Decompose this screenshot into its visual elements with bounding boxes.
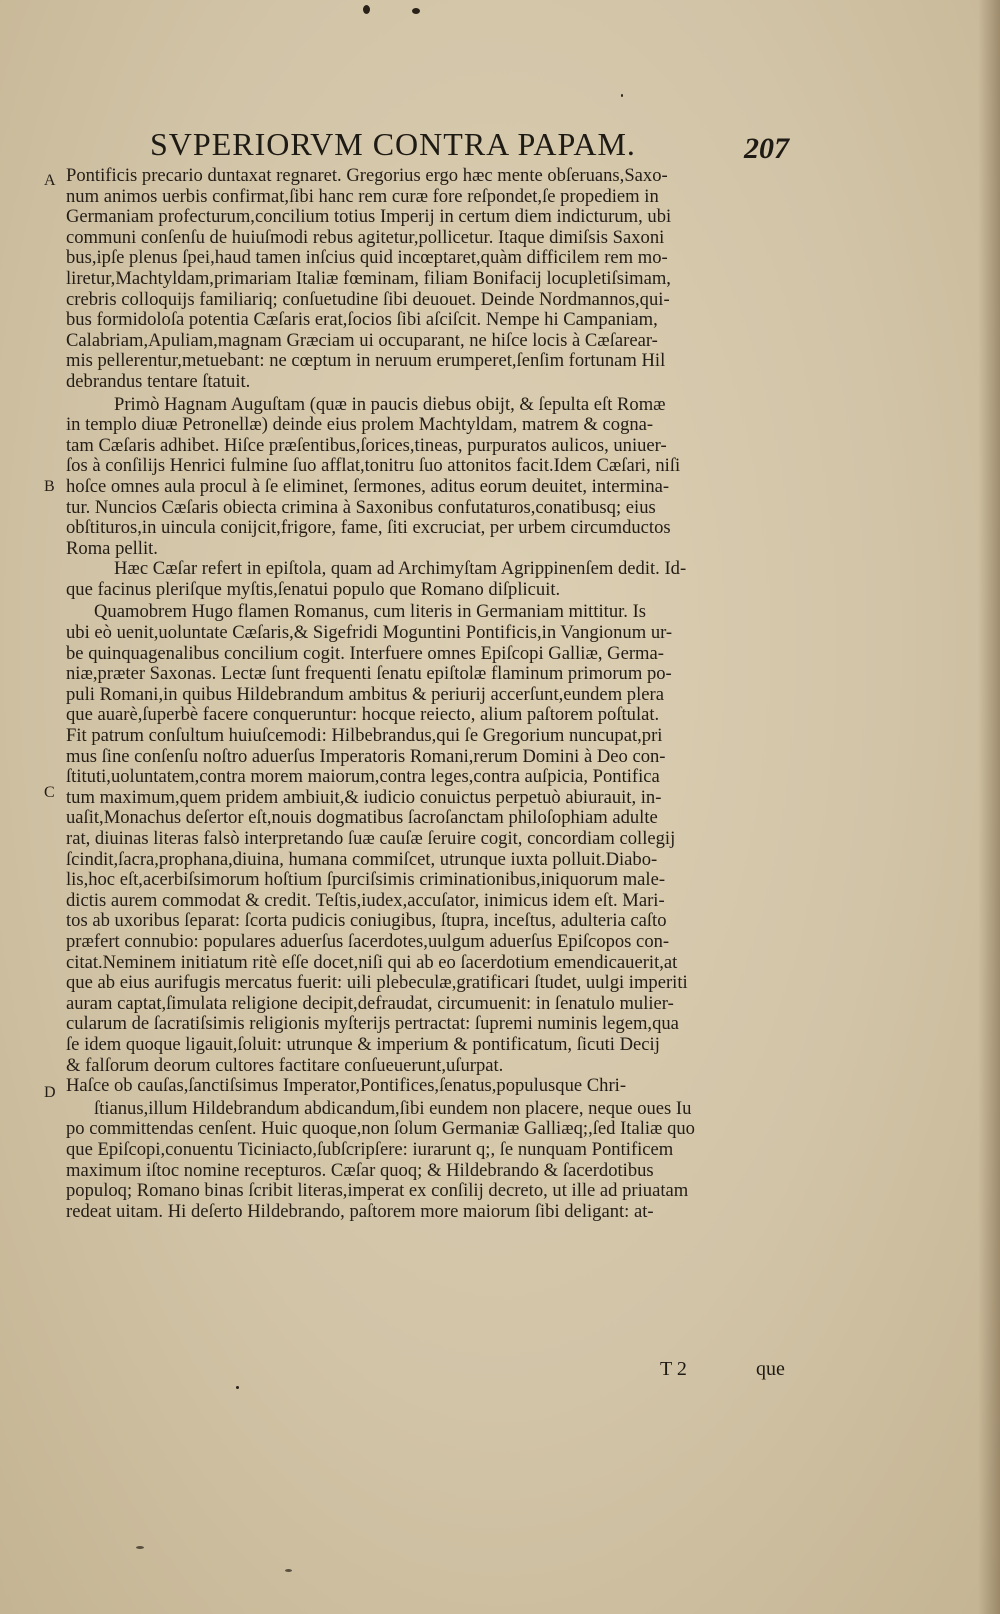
ink-speck bbox=[285, 1569, 292, 1572]
text-line: in templo diuæ Petronellæ) deinde eius prolem Machtyldam, matrem & cogna- bbox=[66, 415, 654, 436]
text-line: Pontificis precario duntaxat regnaret. Gregorius ergo hæc mente obſeruans,Saxo- bbox=[66, 166, 668, 186]
text-line: Fit patrum conſultum huiuſcemodi: Hilbebrandus,qui ſe Gregorium nuncupat,pri bbox=[66, 726, 663, 747]
text-line: ſe idem quoque ligauit,ſoluit: utrunque & imperium & pontificatum, ſicuti Decij bbox=[66, 1034, 660, 1055]
text-line: liretur,Machtyldam,primariam Italiæ fœminam, filiam Bonifacij locupletiſsimam, bbox=[66, 268, 671, 289]
ink-speck bbox=[363, 5, 370, 14]
text-line: Calabriam,Apuliam,magnam Græciam ui occuparant, ne hiſce locis à Cæſarear- bbox=[66, 330, 658, 351]
text-line: dictis aurem commodat & credit. Teſtis,iudex,accuſator, inimicus idem eſt. Mari- bbox=[66, 890, 665, 911]
text-line: maximum iſtoc nomine recepturos. Cæſar quoq; & Hildebrando & ſacerdotibus bbox=[66, 1160, 654, 1181]
text-line: bus formidoloſa potentia Cæſaris erat,ſocios ſibi aſciſcit. Nempe hi Campaniam, bbox=[66, 310, 658, 331]
text-line: ſtituti,uoluntatem,contra morem maiorum,contra leges,contra auſpicia, Pontifica bbox=[66, 767, 660, 788]
text-line: mus ſine conſenſu noſtro aduerſus Imperatoris Romani,rerum Domini à Deo con- bbox=[66, 746, 666, 767]
text-line: & falſorum deorum cultores factitare conſueuerunt,uſurpat. bbox=[66, 1055, 504, 1076]
text-line: que facinus pleriſque myſtis,ſenatui populo que Romano diſplicuit. bbox=[66, 579, 561, 600]
text-line: rat, diuinas literas falsò interpretando ſuæ cauſæ ſeruire cogit, concordiam collegij bbox=[66, 829, 676, 849]
text-line: Germaniam profecturum,concilium totius Imperij in certum diem indicturum, ubi bbox=[66, 207, 672, 228]
catchword: que bbox=[756, 1358, 785, 1380]
page-edge-shadow bbox=[978, 0, 1000, 1614]
text-line: bus,ipſe plenus ſpei,haud tamen inſcius quid incœptaret,quàm difficilem rem mo- bbox=[66, 248, 668, 269]
text-line: Roma pellit. bbox=[66, 538, 158, 559]
text-line: tos ab uxoribus ſeparat: ſcorta pudicis coniugibus, ſtupra, inceſtus, adulteria caſto bbox=[66, 911, 667, 932]
text-line: Primò Hagnam Auguſtam (quæ in paucis diebus obijt, & ſepulta eſt Romæ bbox=[114, 394, 666, 415]
text-line: que Epiſcopi,conuentu Ticiniacto,ſubſcripſere: iurarunt q;, ſe nunquam Pontificem bbox=[66, 1139, 674, 1160]
text-line: ſos à conſilijs Henrici fulmine ſuo afflat,tonitru ſuo attonitos facit.Idem Cæſari, niſi bbox=[66, 456, 681, 477]
text-line: hoſce omnes aula procul à ſe eliminet, ſermones, aditus eorum deuitet, intermina- bbox=[66, 476, 670, 497]
margin-marker-a: A bbox=[44, 172, 56, 189]
text-line: Quamobrem Hugo flamen Romanus, cum literis in Germaniam mittitur. Is bbox=[94, 602, 647, 623]
signature-mark: T 2 bbox=[660, 1358, 687, 1380]
text-line: ſcindit,ſacra,prophana,diuina, humana commiſcet, utrunque iuxta polluit.Diabo- bbox=[66, 849, 658, 870]
margin-marker-c: C bbox=[44, 784, 55, 801]
margin-marker-d: D bbox=[44, 1084, 56, 1101]
text-line bbox=[66, 1222, 792, 1243]
ink-speck bbox=[412, 8, 420, 14]
text-line: uaſit,Monachus deſertor eſt,nouis dogmatibus ſacroſanctam philoſophiam adulte bbox=[66, 808, 658, 829]
text-line: communi conſenſu de huiuſmodi rebus agitetur,pollicetur. Itaque dimiſsis Saxoni bbox=[66, 227, 665, 248]
text-line: que auarè,ſuperbè facere conqueruntur: hocque reiecto, alium paſtorem poſtulat. bbox=[66, 705, 660, 726]
text-line: citat.Neminem initiatum ritè eſſe docet,niſi qui ab eo ſacerdotium emendicauerit,at bbox=[66, 952, 678, 973]
text-line: auram captat,ſimulata religione decipit,defraudat, circumuenit: in ſenatulo mulier- bbox=[66, 993, 674, 1014]
text-line: præfert connubio: populares aduerſus ſacerdotes,uulgum aduerſus Epiſcopos con- bbox=[66, 931, 670, 952]
text-line: redeat uitam. Hi deſerto Hildebrando, paſtorem more maiorum ſibi deligant: at- bbox=[66, 1201, 654, 1222]
text-line: cularum de ſacratiſsimis religionis myſterijs pertractat: ſupremi numinis legem,qua bbox=[66, 1014, 679, 1035]
text-line: Hæc Cæſar refert in epiſtola, quam ad Archimyſtam Agrippinenſem dedit. Id- bbox=[114, 559, 687, 580]
text-line: debrandus tentare ſtatuit. bbox=[66, 371, 251, 392]
text-line: ſtianus,illum Hildebrandum abdicandum,ſibi eundem non placere, neque oues Iu bbox=[94, 1098, 692, 1119]
body-text bbox=[66, 166, 792, 1243]
text-line: puli Romani,in quibus Hildebrandum ambitus & periurij accerſunt,eundem plera bbox=[66, 684, 664, 705]
text-line: po committendas cenſent. Huic quoque,non ſolum Germaniæ Galliæq;,ſed Italiæ quo bbox=[66, 1119, 695, 1140]
text-line: tur. Nuncios Cæſaris obiecta crimina à Saxonibus confutaturos,conatibusq; eius bbox=[66, 497, 656, 518]
text-line: ubi eò uenit,uoluntate Cæſaris,& Sigefridi Moguntini Pontificis,in Vangionum ur- bbox=[66, 623, 673, 644]
text-line: Haſce ob cauſas,ſanctiſsimus Imperator,Pontifices,ſenatus,populusque Chri- bbox=[66, 1076, 627, 1097]
margin-marker-b: B bbox=[44, 478, 55, 495]
text-line: be quinquagenalibus concilium cogit. Interfuere omnes Epiſcopi Galliæ, Germa- bbox=[66, 643, 664, 664]
text-line: tam Cæſaris adhibet. Hiſce præſentibus,ſorices,tineas, purpuratos aulicos, uniuer- bbox=[66, 435, 667, 456]
text-line: tum maximum,quem pridem ambiuit,& iudicio conuictus perpetuò abiurauit, in- bbox=[66, 787, 662, 808]
text-line: num animos uerbis confirmat,ſibi hanc rem curæ fore reſpondet,ſe propediem in bbox=[66, 186, 659, 207]
text-line: mis pellerentur,metuebant: ne cœptum in neruum erumperet,ſenſim fortunam Hil bbox=[66, 351, 666, 372]
ink-speck bbox=[621, 94, 623, 97]
page-number: 207 bbox=[744, 132, 789, 165]
text-line: que ab eius aurifugis mercatus fuerit: uili plebeculæ,gratificari ſtudet, uulgi imperiti bbox=[66, 973, 688, 994]
ink-speck bbox=[136, 1546, 144, 1549]
running-head: SVPERIORVM CONTRA PAPAM. bbox=[150, 126, 636, 162]
ink-speck bbox=[236, 1386, 239, 1389]
text-line: niæ,præter Saxonas. Lectæ ſunt frequenti ſenatu epiſtolæ flaminum primorum po- bbox=[66, 664, 672, 685]
text-line: crebris colloquijs familiariq; conſuetudine ſibi deuouet. Deinde Nordmannos,qui- bbox=[66, 289, 670, 310]
text-line: populoq; Romano binas ſcribit literas,imperat ex conſilij decreto, ut ille ad priuatam bbox=[66, 1181, 689, 1202]
text-line: lis,hoc eſt,acerbiſsimorum hoſtium ſpurciſsimis criminationibus,iniquorum male- bbox=[66, 870, 666, 891]
text-line: obſtituros,in uincula conijcit,frigore, fame, ſiti excruciat, per urbem circumductos bbox=[66, 518, 671, 539]
